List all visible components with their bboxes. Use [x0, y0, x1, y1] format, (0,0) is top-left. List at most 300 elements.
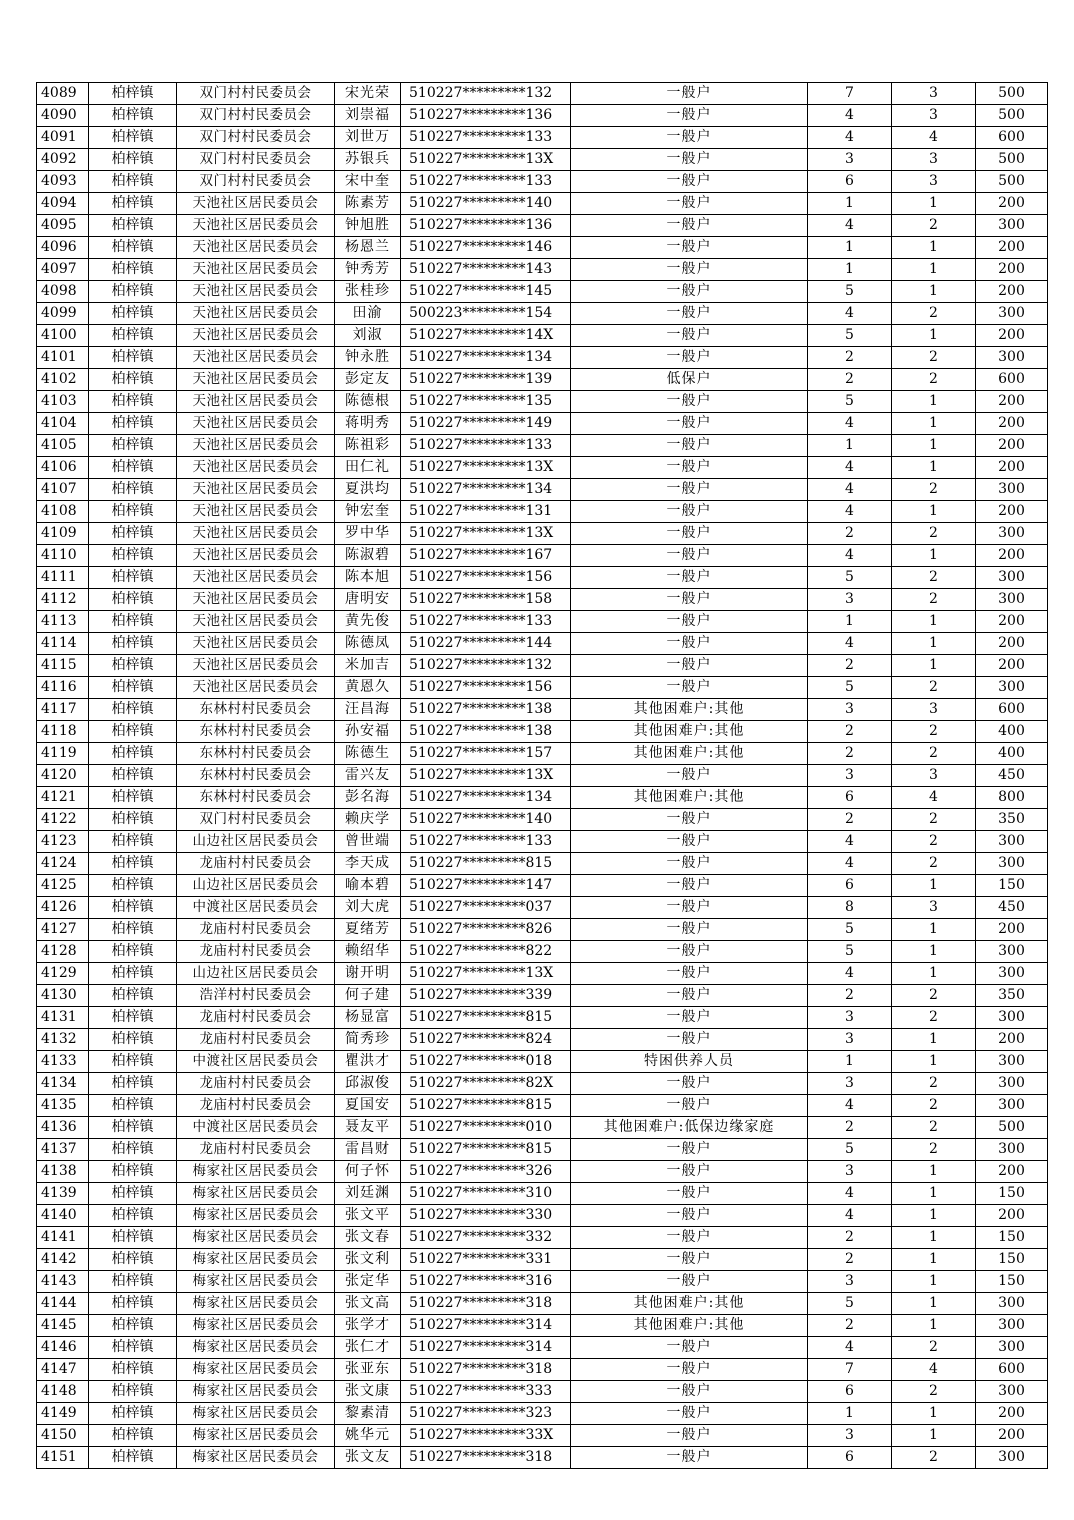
cell-serial-number: 4118 [37, 721, 89, 743]
cell-id-number: 510227*********136 [401, 215, 571, 237]
cell-aided-persons: 2 [892, 1007, 976, 1029]
cell-household-size: 6 [808, 875, 892, 897]
cell-name: 陈淑碧 [335, 545, 401, 567]
cell-town: 柏梓镇 [89, 611, 177, 633]
cell-village-committee: 双门村村民委员会 [177, 809, 335, 831]
cell-id-number: 510227*********13X [401, 149, 571, 171]
cell-town: 柏梓镇 [89, 1381, 177, 1403]
cell-id-number: 510227*********131 [401, 501, 571, 523]
cell-serial-number: 4128 [37, 941, 89, 963]
cell-name: 陈德生 [335, 743, 401, 765]
table-row [37, 919, 1048, 941]
cell-household-size: 5 [808, 941, 892, 963]
table-row [37, 1447, 1048, 1469]
cell-village-committee: 梅家社区居民委员会 [177, 1293, 335, 1315]
cell-serial-number: 4129 [37, 963, 89, 985]
cell-amount: 200 [976, 259, 1048, 281]
cell-household-size: 1 [808, 611, 892, 633]
cell-aided-persons: 4 [892, 1359, 976, 1381]
cell-household-size: 4 [808, 545, 892, 567]
cell-name: 苏银兵 [335, 149, 401, 171]
cell-town: 柏梓镇 [89, 1161, 177, 1183]
cell-town: 柏梓镇 [89, 215, 177, 237]
cell-name: 宋光荣 [335, 83, 401, 105]
cell-name: 陈德凤 [335, 633, 401, 655]
cell-household-type: 一般户 [571, 897, 808, 919]
cell-name: 张文康 [335, 1381, 401, 1403]
cell-id-number: 510227*********133 [401, 171, 571, 193]
cell-amount: 300 [976, 1315, 1048, 1337]
cell-serial-number: 4089 [37, 83, 89, 105]
cell-amount: 600 [976, 1359, 1048, 1381]
cell-household-type: 其他困难户:其他 [571, 1293, 808, 1315]
cell-serial-number: 4148 [37, 1381, 89, 1403]
cell-serial-number: 4151 [37, 1447, 89, 1469]
cell-household-type: 一般户 [571, 1337, 808, 1359]
cell-household-type: 一般户 [571, 479, 808, 501]
table-row [37, 875, 1048, 897]
cell-amount: 200 [976, 193, 1048, 215]
cell-serial-number: 4100 [37, 325, 89, 347]
cell-serial-number: 4109 [37, 523, 89, 545]
cell-amount: 200 [976, 413, 1048, 435]
cell-town: 柏梓镇 [89, 721, 177, 743]
cell-aided-persons: 3 [892, 897, 976, 919]
cell-household-type: 一般户 [571, 237, 808, 259]
cell-name: 杨显富 [335, 1007, 401, 1029]
cell-serial-number: 4143 [37, 1271, 89, 1293]
cell-serial-number: 4122 [37, 809, 89, 831]
cell-name: 杨恩兰 [335, 237, 401, 259]
cell-amount: 350 [976, 985, 1048, 1007]
cell-name: 张文友 [335, 1447, 401, 1469]
cell-town: 柏梓镇 [89, 567, 177, 589]
cell-household-size: 2 [808, 655, 892, 677]
cell-household-size: 7 [808, 83, 892, 105]
cell-amount: 300 [976, 1073, 1048, 1095]
cell-aided-persons: 1 [892, 611, 976, 633]
cell-town: 柏梓镇 [89, 1029, 177, 1051]
cell-household-size: 2 [808, 1249, 892, 1271]
cell-name: 夏洪均 [335, 479, 401, 501]
cell-id-number: 510227*********132 [401, 83, 571, 105]
cell-amount: 200 [976, 919, 1048, 941]
cell-town: 柏梓镇 [89, 1205, 177, 1227]
cell-household-type: 特困供养人员 [571, 1051, 808, 1073]
cell-household-type: 一般户 [571, 1271, 808, 1293]
cell-amount: 200 [976, 1425, 1048, 1447]
cell-household-type: 一般户 [571, 1249, 808, 1271]
cell-aided-persons: 1 [892, 1183, 976, 1205]
cell-household-size: 5 [808, 677, 892, 699]
cell-village-committee: 东林村村民委员会 [177, 699, 335, 721]
cell-name: 彭名海 [335, 787, 401, 809]
cell-household-type: 一般户 [571, 1139, 808, 1161]
table-row [37, 149, 1048, 171]
cell-aided-persons: 1 [892, 501, 976, 523]
cell-amount: 150 [976, 875, 1048, 897]
cell-household-type: 一般户 [571, 171, 808, 193]
cell-amount: 500 [976, 83, 1048, 105]
cell-name: 张文春 [335, 1227, 401, 1249]
cell-household-type: 一般户 [571, 1425, 808, 1447]
cell-household-size: 3 [808, 1161, 892, 1183]
cell-name: 何子建 [335, 985, 401, 1007]
cell-aided-persons: 3 [892, 699, 976, 721]
cell-village-committee: 天池社区居民委员会 [177, 567, 335, 589]
cell-serial-number: 4099 [37, 303, 89, 325]
cell-town: 柏梓镇 [89, 501, 177, 523]
cell-village-committee: 梅家社区居民委员会 [177, 1447, 335, 1469]
cell-aided-persons: 1 [892, 1249, 976, 1271]
cell-town: 柏梓镇 [89, 281, 177, 303]
cell-town: 柏梓镇 [89, 1007, 177, 1029]
table-row [37, 1161, 1048, 1183]
cell-aided-persons: 1 [892, 259, 976, 281]
cell-id-number: 510227*********167 [401, 545, 571, 567]
cell-serial-number: 4139 [37, 1183, 89, 1205]
cell-id-number: 510227*********149 [401, 413, 571, 435]
cell-id-number: 510227*********13X [401, 963, 571, 985]
cell-id-number: 510227*********13X [401, 765, 571, 787]
cell-town: 柏梓镇 [89, 1425, 177, 1447]
cell-village-committee: 梅家社区居民委员会 [177, 1315, 335, 1337]
cell-amount: 300 [976, 479, 1048, 501]
cell-household-size: 2 [808, 347, 892, 369]
table-row [37, 457, 1048, 479]
table-row [37, 787, 1048, 809]
cell-name: 陈素芳 [335, 193, 401, 215]
cell-name: 钟永胜 [335, 347, 401, 369]
cell-id-number: 510227*********323 [401, 1403, 571, 1425]
cell-aided-persons: 4 [892, 127, 976, 149]
cell-id-number: 510227*********146 [401, 237, 571, 259]
table-row [37, 1359, 1048, 1381]
cell-household-type: 一般户 [571, 149, 808, 171]
cell-aided-persons: 2 [892, 567, 976, 589]
cell-serial-number: 4098 [37, 281, 89, 303]
cell-aided-persons: 2 [892, 809, 976, 831]
cell-household-type: 一般户 [571, 831, 808, 853]
cell-village-committee: 东林村村民委员会 [177, 743, 335, 765]
cell-household-type: 一般户 [571, 501, 808, 523]
cell-household-size: 4 [808, 831, 892, 853]
cell-id-number: 510227*********13X [401, 457, 571, 479]
cell-aided-persons: 2 [892, 479, 976, 501]
cell-household-type: 一般户 [571, 611, 808, 633]
cell-id-number: 510227*********333 [401, 1381, 571, 1403]
cell-aided-persons: 2 [892, 1095, 976, 1117]
table-row [37, 545, 1048, 567]
table-row [37, 1381, 1048, 1403]
cell-id-number: 510227*********14X [401, 325, 571, 347]
cell-household-size: 1 [808, 259, 892, 281]
cell-village-committee: 天池社区居民委员会 [177, 633, 335, 655]
cell-aided-persons: 3 [892, 765, 976, 787]
cell-town: 柏梓镇 [89, 1447, 177, 1469]
cell-village-committee: 梅家社区居民委员会 [177, 1425, 335, 1447]
cell-aided-persons: 1 [892, 633, 976, 655]
cell-name: 李天成 [335, 853, 401, 875]
cell-serial-number: 4133 [37, 1051, 89, 1073]
cell-household-size: 4 [808, 215, 892, 237]
cell-household-size: 2 [808, 523, 892, 545]
cell-household-type: 一般户 [571, 413, 808, 435]
cell-town: 柏梓镇 [89, 237, 177, 259]
cell-village-committee: 双门村村民委员会 [177, 149, 335, 171]
cell-name: 何子怀 [335, 1161, 401, 1183]
cell-household-type: 一般户 [571, 215, 808, 237]
cell-serial-number: 4141 [37, 1227, 89, 1249]
cell-village-committee: 龙庙村村民委员会 [177, 1029, 335, 1051]
cell-household-size: 5 [808, 1293, 892, 1315]
cell-serial-number: 4147 [37, 1359, 89, 1381]
cell-amount: 300 [976, 1293, 1048, 1315]
cell-village-committee: 天池社区居民委员会 [177, 347, 335, 369]
cell-name: 田渝 [335, 303, 401, 325]
cell-aided-persons: 1 [892, 1425, 976, 1447]
cell-name: 黄恩久 [335, 677, 401, 699]
cell-amount: 200 [976, 611, 1048, 633]
cell-id-number: 510227*********33X [401, 1425, 571, 1447]
table-row [37, 1095, 1048, 1117]
cell-serial-number: 4126 [37, 897, 89, 919]
table-row [37, 589, 1048, 611]
cell-aided-persons: 1 [892, 281, 976, 303]
cell-household-type: 一般户 [571, 963, 808, 985]
cell-village-committee: 中渡社区居民委员会 [177, 897, 335, 919]
cell-household-type: 一般户 [571, 633, 808, 655]
cell-id-number: 510227*********010 [401, 1117, 571, 1139]
cell-id-number: 510227*********815 [401, 1007, 571, 1029]
cell-household-size: 3 [808, 1271, 892, 1293]
cell-household-type: 一般户 [571, 127, 808, 149]
cell-amount: 350 [976, 809, 1048, 831]
cell-name: 陈德根 [335, 391, 401, 413]
cell-serial-number: 4146 [37, 1337, 89, 1359]
cell-serial-number: 4107 [37, 479, 89, 501]
cell-amount: 450 [976, 765, 1048, 787]
cell-household-type: 一般户 [571, 1161, 808, 1183]
cell-amount: 300 [976, 1095, 1048, 1117]
cell-village-committee: 天池社区居民委员会 [177, 369, 335, 391]
cell-id-number: 510227*********822 [401, 941, 571, 963]
table-row [37, 347, 1048, 369]
cell-aided-persons: 1 [892, 545, 976, 567]
cell-household-size: 6 [808, 171, 892, 193]
cell-town: 柏梓镇 [89, 347, 177, 369]
cell-aided-persons: 1 [892, 1403, 976, 1425]
cell-town: 柏梓镇 [89, 325, 177, 347]
cell-town: 柏梓镇 [89, 1359, 177, 1381]
table-row [37, 1007, 1048, 1029]
table-row [37, 633, 1048, 655]
cell-household-size: 2 [808, 985, 892, 1007]
cell-aided-persons: 1 [892, 193, 976, 215]
table-row [37, 281, 1048, 303]
cell-household-type: 一般户 [571, 1403, 808, 1425]
table-row [37, 391, 1048, 413]
cell-household-size: 4 [808, 457, 892, 479]
cell-amount: 600 [976, 369, 1048, 391]
cell-amount: 300 [976, 963, 1048, 985]
cell-household-size: 4 [808, 127, 892, 149]
cell-household-size: 5 [808, 1139, 892, 1161]
cell-household-type: 一般户 [571, 1227, 808, 1249]
cell-amount: 200 [976, 633, 1048, 655]
cell-name: 姚华元 [335, 1425, 401, 1447]
cell-name: 赖庆学 [335, 809, 401, 831]
cell-village-committee: 梅家社区居民委员会 [177, 1205, 335, 1227]
cell-name: 钟旭胜 [335, 215, 401, 237]
cell-amount: 300 [976, 831, 1048, 853]
table-row [37, 303, 1048, 325]
cell-aided-persons: 1 [892, 391, 976, 413]
cell-aided-persons: 2 [892, 1447, 976, 1469]
cell-household-size: 3 [808, 1029, 892, 1051]
cell-village-committee: 天池社区居民委员会 [177, 413, 335, 435]
cell-household-type: 一般户 [571, 391, 808, 413]
table-row [37, 105, 1048, 127]
cell-household-size: 1 [808, 1403, 892, 1425]
cell-household-type: 一般户 [571, 347, 808, 369]
cell-household-type: 其他困难户:其他 [571, 699, 808, 721]
table-row [37, 413, 1048, 435]
cell-id-number: 510227*********018 [401, 1051, 571, 1073]
cell-household-size: 4 [808, 1205, 892, 1227]
cell-town: 柏梓镇 [89, 413, 177, 435]
cell-household-type: 一般户 [571, 1095, 808, 1117]
cell-town: 柏梓镇 [89, 633, 177, 655]
cell-household-size: 2 [808, 369, 892, 391]
cell-aided-persons: 1 [892, 237, 976, 259]
table-row [37, 1271, 1048, 1293]
cell-town: 柏梓镇 [89, 765, 177, 787]
cell-name: 刘崇福 [335, 105, 401, 127]
cell-name: 张文平 [335, 1205, 401, 1227]
cell-town: 柏梓镇 [89, 677, 177, 699]
cell-serial-number: 4136 [37, 1117, 89, 1139]
table-row [37, 1139, 1048, 1161]
cell-serial-number: 4108 [37, 501, 89, 523]
cell-aided-persons: 1 [892, 1227, 976, 1249]
table-row [37, 765, 1048, 787]
cell-household-type: 一般户 [571, 281, 808, 303]
cell-serial-number: 4144 [37, 1293, 89, 1315]
cell-town: 柏梓镇 [89, 589, 177, 611]
cell-aided-persons: 3 [892, 105, 976, 127]
cell-household-size: 6 [808, 1381, 892, 1403]
cell-id-number: 510227*********133 [401, 611, 571, 633]
cell-name: 陈本旭 [335, 567, 401, 589]
cell-amount: 300 [976, 347, 1048, 369]
cell-id-number: 510227*********132 [401, 655, 571, 677]
cell-town: 柏梓镇 [89, 1095, 177, 1117]
table-row [37, 831, 1048, 853]
cell-aided-persons: 1 [892, 457, 976, 479]
cell-id-number: 510227*********331 [401, 1249, 571, 1271]
cell-serial-number: 4125 [37, 875, 89, 897]
cell-household-size: 5 [808, 325, 892, 347]
cell-household-size: 6 [808, 787, 892, 809]
table-row [37, 369, 1048, 391]
cell-household-type: 一般户 [571, 919, 808, 941]
cell-village-committee: 天池社区居民委员会 [177, 501, 335, 523]
cell-household-type: 一般户 [571, 765, 808, 787]
cell-household-size: 4 [808, 1095, 892, 1117]
cell-household-type: 一般户 [571, 523, 808, 545]
cell-town: 柏梓镇 [89, 1337, 177, 1359]
cell-household-size: 2 [808, 1227, 892, 1249]
cell-household-size: 3 [808, 1007, 892, 1029]
cell-serial-number: 4123 [37, 831, 89, 853]
cell-id-number: 510227*********140 [401, 809, 571, 831]
cell-village-committee: 天池社区居民委员会 [177, 237, 335, 259]
cell-village-committee: 东林村村民委员会 [177, 765, 335, 787]
cell-town: 柏梓镇 [89, 919, 177, 941]
cell-amount: 450 [976, 897, 1048, 919]
cell-name: 张文利 [335, 1249, 401, 1271]
cell-village-committee: 龙庙村村民委员会 [177, 919, 335, 941]
cell-town: 柏梓镇 [89, 1139, 177, 1161]
cell-household-type: 一般户 [571, 325, 808, 347]
cell-household-size: 8 [808, 897, 892, 919]
cell-serial-number: 4111 [37, 567, 89, 589]
cell-serial-number: 4119 [37, 743, 89, 765]
cell-village-committee: 天池社区居民委员会 [177, 457, 335, 479]
cell-town: 柏梓镇 [89, 1227, 177, 1249]
cell-serial-number: 4135 [37, 1095, 89, 1117]
cell-household-type: 一般户 [571, 875, 808, 897]
table-row [37, 1293, 1048, 1315]
cell-amount: 200 [976, 1161, 1048, 1183]
cell-name: 米加吉 [335, 655, 401, 677]
cell-id-number: 510227*********134 [401, 787, 571, 809]
cell-name: 刘淑 [335, 325, 401, 347]
cell-amount: 300 [976, 1051, 1048, 1073]
cell-amount: 300 [976, 567, 1048, 589]
cell-household-size: 4 [808, 633, 892, 655]
cell-amount: 150 [976, 1271, 1048, 1293]
cell-id-number: 510227*********13X [401, 523, 571, 545]
cell-village-committee: 天池社区居民委员会 [177, 193, 335, 215]
table-row [37, 193, 1048, 215]
cell-village-committee: 双门村村民委员会 [177, 83, 335, 105]
cell-household-type: 一般户 [571, 1205, 808, 1227]
cell-village-committee: 双门村村民委员会 [177, 171, 335, 193]
cell-town: 柏梓镇 [89, 1293, 177, 1315]
cell-town: 柏梓镇 [89, 941, 177, 963]
table-body [37, 83, 1048, 1469]
cell-name: 喻本碧 [335, 875, 401, 897]
cell-name: 田仁礼 [335, 457, 401, 479]
cell-serial-number: 4092 [37, 149, 89, 171]
cell-serial-number: 4134 [37, 1073, 89, 1095]
cell-id-number: 510227*********318 [401, 1447, 571, 1469]
cell-aided-persons: 2 [892, 1381, 976, 1403]
cell-aided-persons: 2 [892, 677, 976, 699]
cell-aided-persons: 1 [892, 1293, 976, 1315]
cell-serial-number: 4116 [37, 677, 89, 699]
cell-town: 柏梓镇 [89, 875, 177, 897]
cell-name: 聂友平 [335, 1117, 401, 1139]
cell-household-size: 3 [808, 765, 892, 787]
cell-serial-number: 4149 [37, 1403, 89, 1425]
cell-amount: 300 [976, 303, 1048, 325]
cell-village-committee: 梅家社区居民委员会 [177, 1227, 335, 1249]
cell-id-number: 510227*********332 [401, 1227, 571, 1249]
cell-aided-persons: 1 [892, 963, 976, 985]
